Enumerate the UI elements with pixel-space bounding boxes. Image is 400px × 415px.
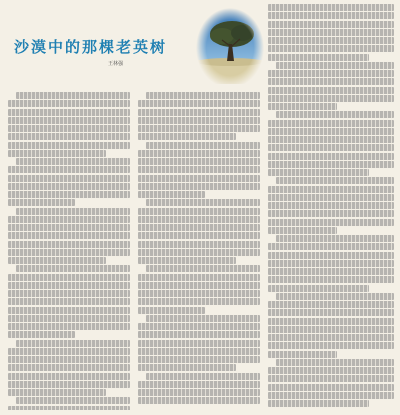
text-column-1 — [8, 92, 130, 410]
text-column-3 — [268, 4, 394, 410]
article-title: 沙漠中的那棵老英树 — [14, 38, 168, 56]
article-author: 王林强 — [108, 61, 124, 67]
tree-photo-icon — [196, 4, 264, 84]
text-column-2 — [138, 92, 260, 410]
